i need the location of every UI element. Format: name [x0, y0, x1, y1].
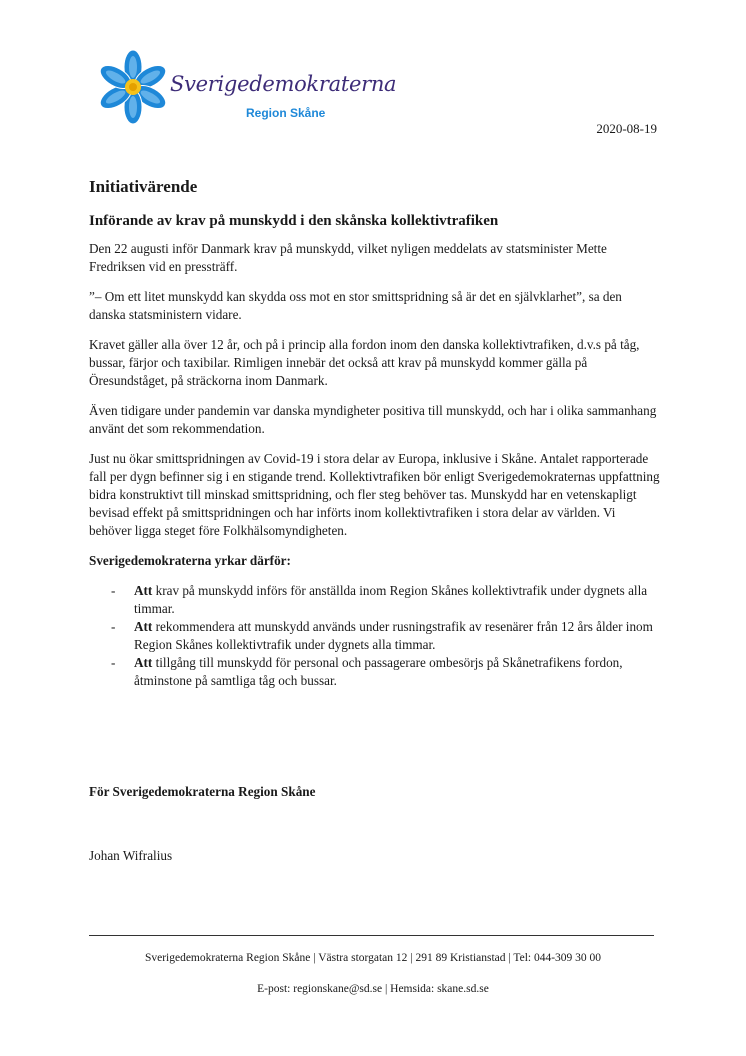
demand-lead: Att: [134, 619, 153, 634]
paragraph: ”– Om ett litet munskydd kan skydda oss mot en stor smittspridning så är det en självklarhet”, sa den danska statsministern vidare.: [89, 289, 622, 322]
document-date: 2020-08-19: [596, 121, 657, 136]
document-title: Initiativärende: [89, 177, 198, 196]
logo-region-name: Region Skåne: [246, 106, 326, 120]
bullet-dash: -: [111, 583, 116, 598]
demand-text: tillgång till munskydd för personal och passagerare ombesörjs på Skånetrafikens fordon, åtminstone på samtliga tåg och bussar.: [134, 655, 623, 688]
demands-heading: Sverigedemokraterna yrkar därför:: [89, 553, 291, 568]
footer-divider: [89, 935, 654, 936]
demand-item: [89, 618, 661, 654]
paragraph: Just nu ökar smittspridningen av Covid-19 i stora delar av Europa, inklusive i Skåne. Antalet rapporterade fall per dygn befinner sig i en stigande trend. Kollektivtrafiken bör enligt Sverigedemokraternas uppfattning bidra konstruktivt till minskad smittspridning, och fler steg behöver tas. Munskydd har en vetenskapligt bevisad effekt på smittspridningen och har införts inom kollektivtrafiken i stora delar av världen. Vi behöver ligga steget före Folkhälsomyndigheten.: [89, 451, 660, 538]
signature-block: [89, 784, 316, 800]
bullet-dash: -: [111, 655, 116, 670]
signature-block-text: För Sverigedemokraterna Region Skåne: [89, 784, 316, 799]
paragraph: Den 22 augusti inför Danmark krav på munskydd, vilket nyligen meddelats av statsminister Mette Fredriksen vid en pressträff.: [89, 241, 607, 274]
demand-lead: Att: [134, 655, 153, 670]
footer-contact: E-post: regionskane@sd.se | Hemsida: skane.sd.se: [257, 983, 489, 995]
logo: [96, 50, 397, 130]
footer-address: Sverigedemokraterna Region Skåne | Västra storgatan 12 | 291 89 Kristianstad | Tel: 044-309 30 00: [144, 952, 602, 964]
paragraph: Kravet gäller alla över 12 år, och på i princip alla fordon inom den danska kollektivtrafiken, d.v.s på tåg, bussar, färjor och taxibilar. Rimligen innebär det också att krav på munskydd kommer gälla på Öresundståget, på sträckorna inom Danmark.: [89, 337, 640, 388]
demand-item: [89, 654, 661, 690]
document-heading: Införande av krav på munskydd i den skånska kollektivtrafiken: [89, 213, 499, 229]
bullet-dash: -: [111, 619, 116, 634]
paragraph: Även tidigare under pandemin var danska myndigheter positiva till munskydd, och har i olika sammanhang använt det som rekommendation.: [89, 403, 657, 436]
document-body: [89, 176, 661, 690]
signer-name: Johan Wifralius: [89, 848, 173, 863]
blue-anemone-flower-icon: [96, 50, 170, 124]
demand-text: krav på munskydd införs för anställda inom Region Skånes kollektivtrafik under dygnets alla timmar.: [134, 583, 648, 616]
demand-text: rekommendera att munskydd används under rusningstrafik av resenärer från 12 års ålder inom Region Skånes kollektivtrafik under dygnets alla timmar.: [134, 619, 653, 652]
logo-party-name: Sverigedemokraterna: [170, 72, 397, 96]
demand-lead: Att: [134, 583, 153, 598]
demands-list: [89, 582, 661, 690]
demand-item: [89, 582, 661, 618]
